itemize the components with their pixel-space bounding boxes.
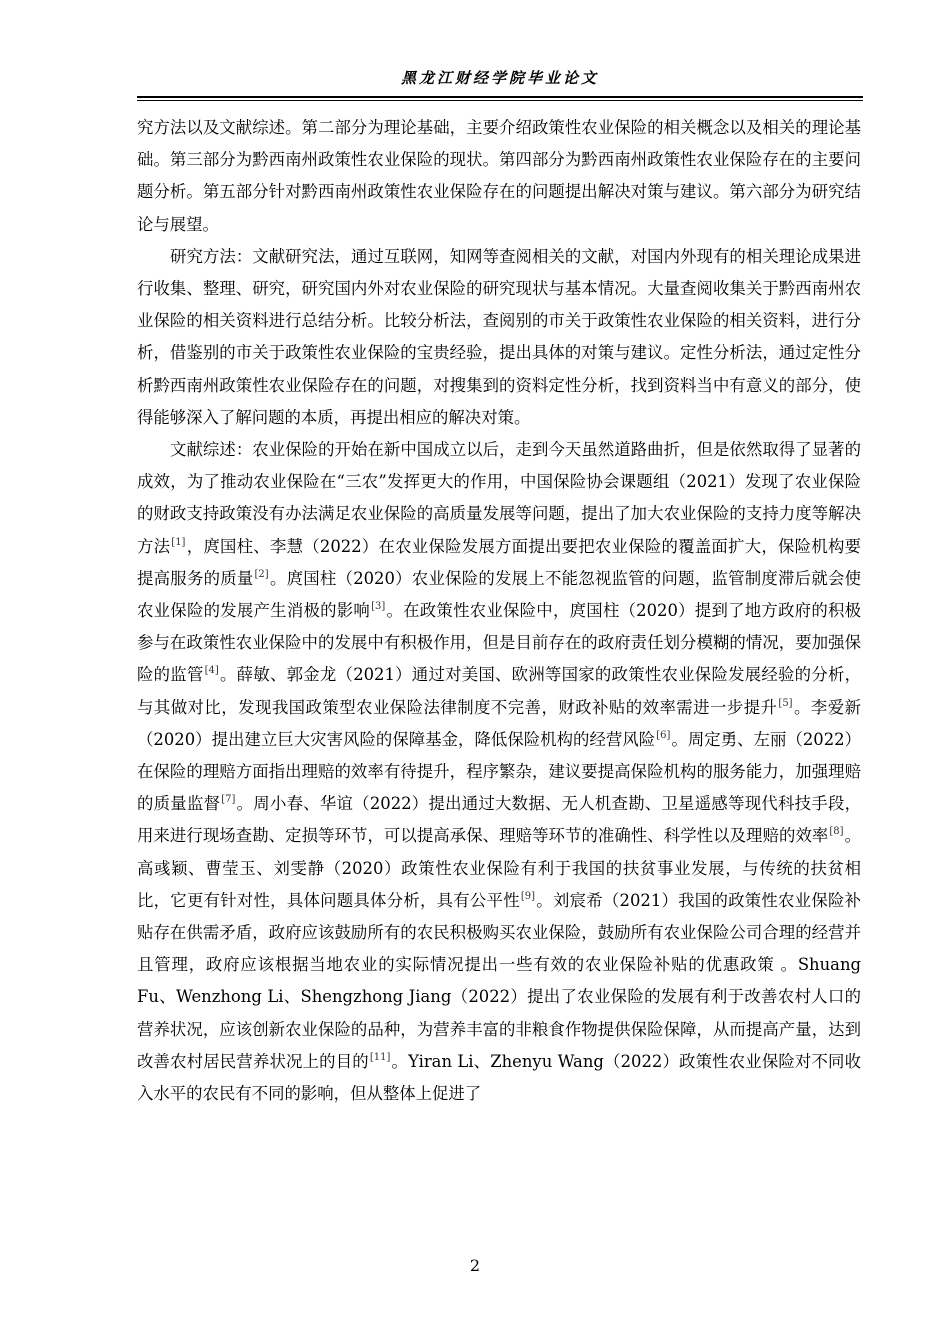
- text-run: 。刘宸希（2021）我国的政策性农业保险补贴存在供需矛盾，政府应该鼓励所有的农民积极购买农业保险，鼓励所有农业保险公司合理的经营并且管理，政府应该根据当地农业的实际情况提出一些有效的农业保险补贴的优惠政策 。Shuang Fu、Wenzhong Li、Shengzhong Jiang（2022）提出了农业保险的发展有利于改善农村人口的营养状况，应该创新农业保险的品种，为营养丰富的非粮食作物提供保险保障，从而提高产量，达到改善农村居民营养状况上的目的: [137, 890, 862, 1071]
- citation-ref: [9]: [520, 890, 536, 902]
- paragraph-literature-review: [137, 434, 861, 1110]
- text-run: ，庹国柱、李慧（2022）在农业保险发展方面提出要把农业保险的覆盖面扩大，保险机构要提高服务的质量: [137, 536, 861, 588]
- citation-ref: [5]: [778, 697, 793, 709]
- text-run: 。在政策性农业保险中，庹国柱（2020）提到了地方政府的积极参与在政策性农业保险中的发展中有积极作用，但是目前存在的政府责任划分模糊的情况，要加强保险的监管: [137, 601, 862, 685]
- paragraph-research-methods: 研究方法：文献研究法，通过互联网，知网等查阅相关的文献，对国内外现有的相关理论成果进行收集、整理、研究，研究国内外对农业保险的研究现状与基本情况。大量查阅收集关于黔西南州农业保险的相关资料进行总结分析。比较分析法，查阅别的市关于政策性农业保险的相关资料，进行分析，借鉴别的市关于政策性农业保险的宝贵经验，提出具体的对策与建议。定性分析法，通过定性分析黔西南州政策性农业保险存在的问题，对搜集到的资料定性分析，找到资料当中有意义的部分，使得能够深入了解问题的本质，再提出相应的解决对策。: [137, 246, 861, 427]
- citation-ref: [8]: [829, 826, 844, 838]
- page-body: [137, 112, 861, 1110]
- citation-ref: [3]: [371, 601, 386, 613]
- text-run: 。高彧颖、曹莹玉、刘雯静（2020）政策性农业保险有利于我国的扶贫事业发展，与传统的扶贫相比，它更有针对性，具体问题具体分析，具有公平性: [137, 826, 862, 910]
- text-run: 。庹国柱（2020）农业保险的发展上不能忽视监管的问题，监管制度滞后就会使农业保险的发展产生消极的影响: [137, 568, 861, 621]
- running-header: 黑龙江财经学院毕业论文: [400, 69, 599, 87]
- citation-ref: [6]: [656, 729, 671, 741]
- header-rule: [137, 96, 863, 101]
- text-run: 。Yiran Li、Zhenyu Wang（2022）政策性农业保险对不同收入水平的农民有不同的影响，但从整体上促进了: [137, 1051, 861, 1104]
- text-run: 。李爱新（2020）提出建立巨大灾害风险的保障基金，降低保险机构的经营风险: [137, 697, 862, 749]
- citation-ref: [2]: [254, 568, 269, 580]
- citation-ref: [1]: [171, 536, 186, 548]
- page-number: 2: [469, 1256, 481, 1275]
- citation-ref: [11]: [369, 1051, 391, 1063]
- text-run: 。周定勇、左丽（2022）在保险的理赔方面指出理赔的效率有待提升，程序繁杂，建议要提高保险机构的服务能力，加强理赔的质量监督: [137, 729, 861, 814]
- paragraph-structure: 究方法以及文献综述。第二部分为理论基础，主要介绍政策性农业保险的相关概念以及相关的理论基础。第三部分为黔西南州政策性农业保险的现状。第四部分为黔西南州政策性农业保险存在的主要问题分析。第五部分针对黔西南州政策性农业保险存在的问题提出解决对策与建议。第六部分为研究结论与展望。: [137, 118, 861, 234]
- text-run: 。周小春、华谊（2022）提出通过大数据、无人机查勘、卫星遥感等现代科技手段，用来进行现场查勘、定损等环节，可以提高承保、理赔等环节的准确性、科学性以及理赔的效率: [137, 794, 861, 846]
- text-run: 。薛敏、郭金龙（2021）通过对美国、欧洲等国家的政策性农业保险发展经验的分析，与其做对比，发现我国政策型农业保险法律制度不完善，财政补贴的效率需进一步提升: [137, 665, 862, 717]
- citation-ref: [7]: [221, 794, 236, 806]
- text-run: 文献综述：农业保险的开始在新中国成立以后，走到今天虽然道路曲折，但是依然取得了显著的成效，为了推动农业保险在“三农”发挥更大的作用，中国保险协会课题组（2021）发现了农业保险的财政支持政策没有办法满足农业保险的高质量发展等问题，提出了加大农业保险的支持力度等解决方法: [137, 440, 861, 556]
- citation-ref: [4]: [204, 665, 219, 677]
